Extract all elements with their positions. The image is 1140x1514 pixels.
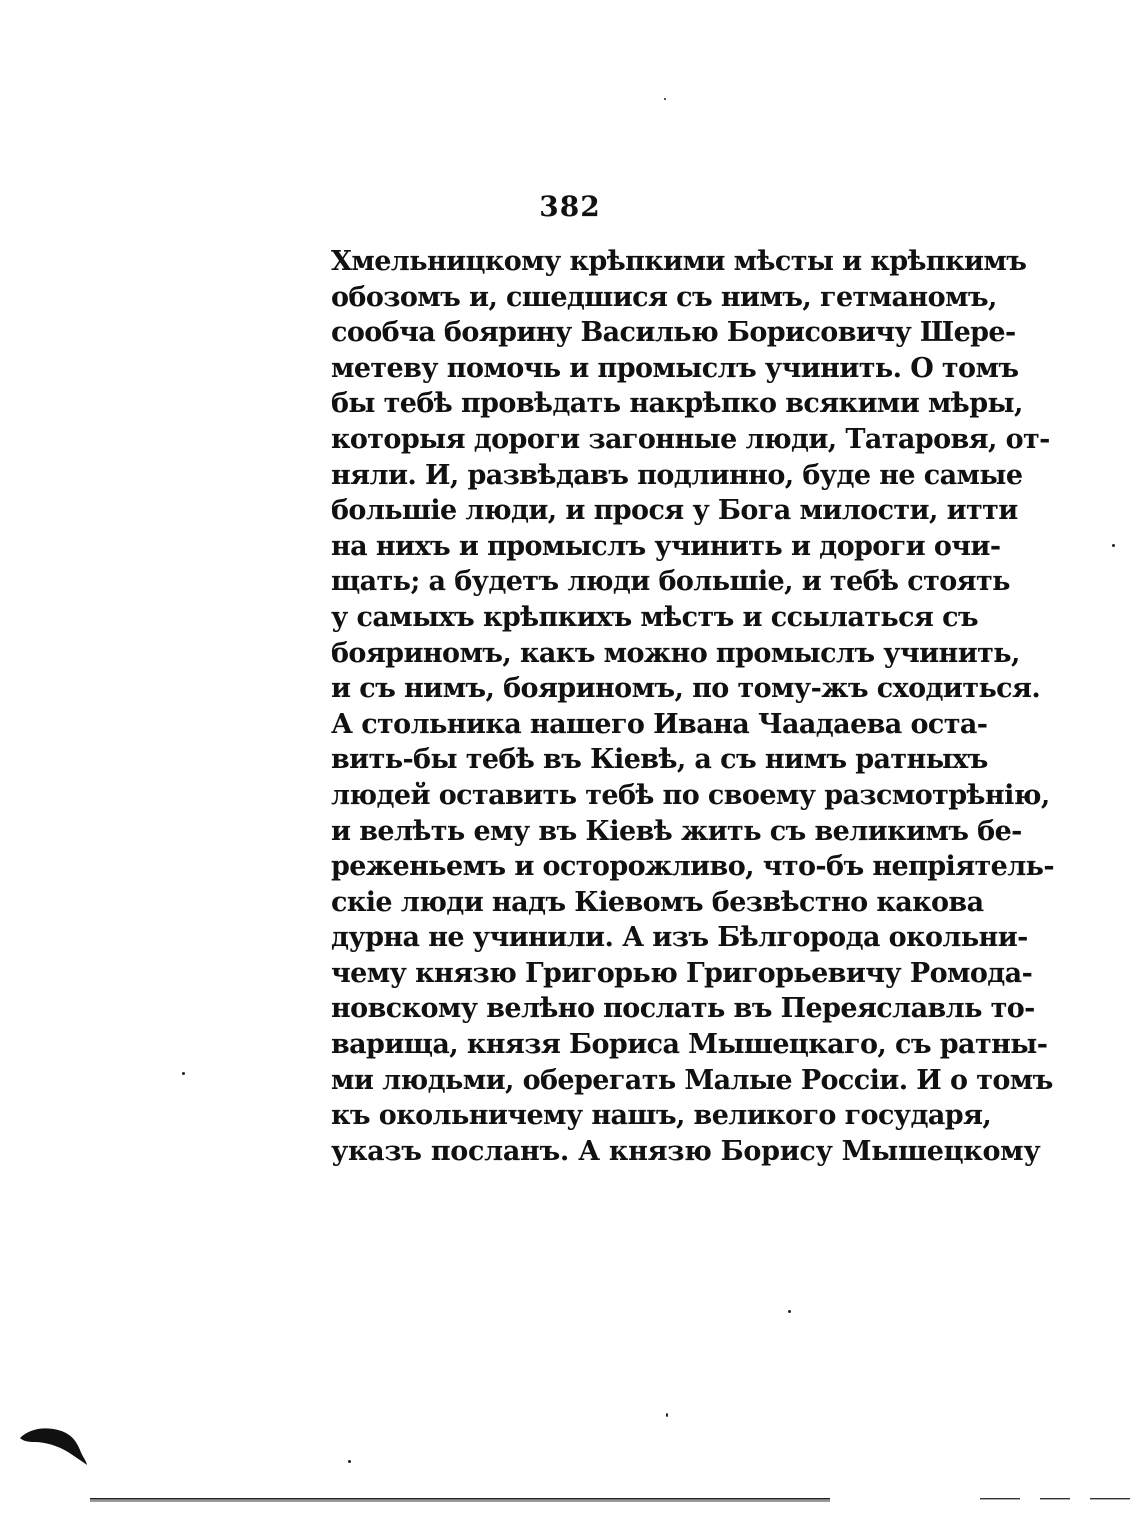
scan-rule <box>980 1498 1130 1502</box>
text-line: чему князю Григорью Григорьевичу Ромода- <box>331 957 1033 989</box>
scan-speck <box>348 1460 351 1463</box>
text-line: къ окольничему нашъ, великого государя, <box>331 1100 992 1132</box>
text-line: новскому велѣно послать въ Переяславль то- <box>331 993 1035 1025</box>
text-line: бы тебѣ провѣдать накрѣпко всякими мѣры, <box>331 388 1023 420</box>
text-line: щать; а будетъ люди большіе, и тебѣ стоять <box>331 566 1010 598</box>
text-line: у самыхъ крѣпкихъ мѣстъ и ссылаться съ <box>331 601 979 633</box>
page-number: 382 <box>539 190 601 223</box>
text-line: метеву помочь и промыслъ учинить. О томъ <box>331 352 1019 384</box>
body-text <box>331 244 1055 1169</box>
text-line: людей оставить тебѣ по своему разсмотрѣнію, <box>331 779 1050 811</box>
scan-speck <box>664 98 666 100</box>
text-line: ми людьми, оберегать Малые Россіи. И о томъ <box>331 1064 1053 1096</box>
text-line: вить-бы тебѣ въ Кіевѣ, а съ нимъ ратныхъ <box>331 744 988 776</box>
scan-speck <box>1112 544 1115 547</box>
text-line: дурна не учинили. А изъ Бѣлгорода окольни- <box>331 922 1028 954</box>
text-line: на нихъ и промыслъ учинить и дороги очи- <box>331 530 1001 562</box>
text-line: обозомъ и, сшедшися съ нимъ, гетманомъ, <box>331 281 997 313</box>
text-line: Хмельницкому крѣпкими мѣсты и крѣпкимъ <box>331 246 1027 277</box>
text-line: скіе люди надъ Кіевомъ безвѣстно какова <box>331 886 984 918</box>
scan-speck <box>182 1072 185 1075</box>
scan-rule <box>90 1498 830 1502</box>
text-line: которыя дороги загонные люди, Татаровя, от- <box>331 423 1050 455</box>
text-line: бояриномъ, какъ можно промыслъ учинить, <box>331 637 1020 669</box>
text-line: и съ нимъ, бояриномъ, по тому-жъ сходиться. <box>331 673 1041 705</box>
text-line: большіе люди, и прося у Бога милости, итти <box>331 495 1018 527</box>
text-line: варища, князя Бориса Мышецкаго, съ ратны- <box>331 1029 1048 1061</box>
text-line: указъ посланъ. А князю Борису Мышецкому <box>331 1135 1041 1167</box>
ink-smudge <box>18 1424 88 1466</box>
text-line: реженьемъ и осторожливо, что-бъ непріятель- <box>331 851 1055 883</box>
text-line: и велѣть ему въ Кіевѣ жить съ великимъ бе- <box>331 815 1022 847</box>
text-line: няли. И, развѣдавъ подлинно, буде не самые <box>331 459 1023 491</box>
scan-speck <box>788 1310 791 1313</box>
scan-speck <box>666 1413 668 1417</box>
text-line: сообча боярину Василью Борисовичу Шере- <box>331 317 1016 349</box>
text-line: А стольника нашего Ивана Чаадаева оста- <box>331 708 988 740</box>
